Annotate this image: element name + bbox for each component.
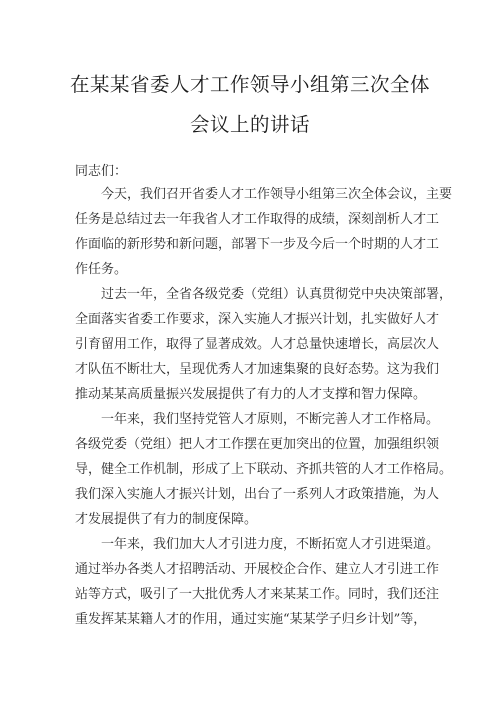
paragraph-4-line-2: 通过举办各类人才招聘活动、开展校企合作、建立人才引进工作 xyxy=(75,562,440,577)
paragraph-1-line-4: 作任务。 xyxy=(75,262,128,277)
paragraph-4-line-3: 站等方式，吸引了一大批优秀人才来某某工作。同时，我们还注 xyxy=(75,587,440,602)
paragraph-4-line-4: 重发挥某某籍人才的作用，通过实施“某某学子归乡计划”等， xyxy=(75,612,427,627)
paragraph-2-line-4: 才队伍不断壮大，呈现优秀人才加速集聚的良好态势。这为我们 xyxy=(75,362,440,377)
document-title-line-1: 在某某省委人才工作领导小组第三次全体 xyxy=(69,73,430,96)
document-title-line-2: 会议上的讲话 xyxy=(189,113,310,136)
paragraph-2-line-5: 推动某某高质量振兴发展提供了有力的人才支撑和智力保障。 xyxy=(75,387,427,402)
paragraph-2-line-2: 全面落实省委工作要求，深入实施人才振兴计划，扎实做好人才 xyxy=(75,312,440,327)
paragraph-1-line-2: 任务是总结过去一年我省人才工作取得的成绩，深刻剖析人才工 xyxy=(75,212,440,227)
paragraph-1-line-1: 今天，我们召开省委人才工作领导小组第三次全体会议，主要 xyxy=(101,187,453,202)
paragraph-1-line-3: 作面临的新形势和新问题，部署下一步及今后一个时期的人才工 xyxy=(75,237,440,252)
paragraph-3-line-2: 各级党委（党组）把人才工作摆在更加突出的位置，加强组织领 xyxy=(75,437,440,452)
paragraph-3-line-4: 我们深入实施人才振兴计划，出台了一系列人才政策措施，为人 xyxy=(75,487,440,502)
paragraph-3-line-1: 一年来，我们坚持党管人才原则，不断完善人才工作格局。 xyxy=(101,412,440,427)
paragraph-4-line-1: 一年来，我们加大人才引进力度，不断拓宽人才引进渠道。 xyxy=(101,537,440,552)
salutation: 同志们： xyxy=(75,164,128,179)
paragraph-2-line-3: 引育留用工作，取得了显著成效。人才总量快速增长，高层次人 xyxy=(75,337,440,352)
paragraph-3-line-5: 才发展提供了有力的制度保障。 xyxy=(75,512,258,527)
paragraph-3-line-3: 导，健全工作机制，形成了上下联动、齐抓共管的人才工作格局。 xyxy=(75,462,453,477)
paragraph-2-line-1: 过去一年，全省各级党委（党组）认真贯彻党中央决策部署， xyxy=(101,287,453,302)
